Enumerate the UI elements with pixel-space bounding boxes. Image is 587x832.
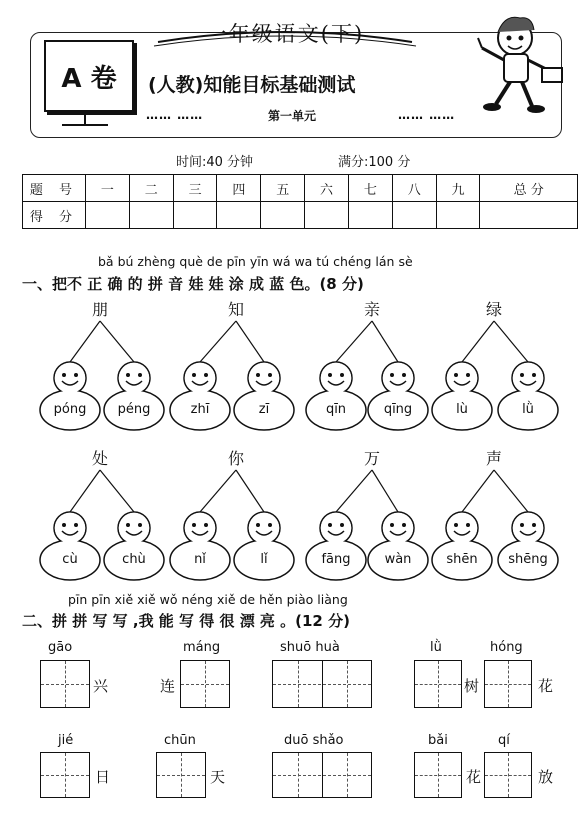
pinyin-shuohua: shuō huà: [280, 640, 340, 655]
writing-box[interactable]: [414, 752, 462, 798]
dots-right: …… ……: [398, 108, 456, 122]
writing-box[interactable]: [180, 660, 230, 708]
connector-line: [100, 470, 134, 512]
pinyin-duoshao: duō shǎo: [284, 733, 344, 748]
pinyin-doll[interactable]: [496, 360, 560, 432]
pinyin-doll[interactable]: [232, 510, 296, 582]
target-character: 处: [92, 449, 109, 468]
column-1: 一: [86, 175, 130, 202]
writing-box[interactable]: [484, 660, 532, 708]
connector-line: [372, 470, 398, 512]
full-score: 满分:100 分: [338, 155, 411, 170]
pinyin-hong: hóng: [490, 640, 523, 655]
row-head-number: 题 号: [23, 175, 86, 202]
char-shu: 树: [464, 677, 480, 695]
q1-pinyin: bǎ bú zhèng què de pīn yīn wá wa tú chéng lán sè: [98, 254, 413, 269]
doll-pinyin-label: shēn: [446, 552, 478, 567]
pinyin-doll[interactable]: [168, 510, 232, 582]
connector-line: [70, 321, 100, 362]
doll-pinyin-label: lǜ: [522, 402, 534, 417]
connector-line: [462, 470, 494, 512]
q2-title: 二、拼 拼 写 写 ,我 能 写 得 很 漂 亮 。(12 分): [22, 612, 350, 630]
target-character: 声: [486, 449, 503, 468]
doll-pinyin-label: shēng: [508, 552, 548, 567]
connector-line: [236, 321, 264, 362]
target-character: 朋: [92, 300, 109, 319]
doll-pinyin-label: zhī: [190, 402, 210, 417]
target-character: 亲: [364, 300, 381, 319]
pinyin-chun: chūn: [164, 733, 196, 748]
q2-pinyin: pīn pīn xiě xiě wǒ néng xiě de hěn piào liàng: [68, 592, 348, 607]
writing-box[interactable]: [156, 752, 206, 798]
connector-line: [200, 321, 236, 362]
row-head-score: 得 分: [23, 202, 86, 229]
q1-title: 一、把不 正 确 的 拼 音 娃 娃 涂 成 蓝 色。(8 分): [22, 275, 364, 293]
doll-pinyin-label: chù: [122, 552, 146, 567]
char-hua: 花: [538, 677, 554, 695]
char-fang: 放: [538, 768, 554, 786]
pinyin-doll[interactable]: [430, 360, 494, 432]
unit-label: 第一单元: [268, 109, 317, 123]
time-limit: 时间:40 分钟: [176, 155, 254, 170]
column-8: 八: [392, 175, 436, 202]
char-lian: 连: [160, 677, 176, 695]
pinyin-jie: jié: [58, 733, 74, 748]
target-character: 万: [364, 449, 381, 468]
column-7: 七: [348, 175, 392, 202]
page-subtitle: (人教)知能目标基础测试: [148, 74, 356, 96]
doll-pinyin-label: zī: [258, 402, 270, 417]
connector-line: [236, 470, 264, 512]
writing-box[interactable]: [40, 752, 90, 798]
writing-box[interactable]: [414, 660, 462, 708]
connector-line: [70, 470, 100, 512]
char-xing: 兴: [93, 677, 109, 695]
column-total: 总 分: [480, 175, 578, 202]
pinyin-doll[interactable]: [168, 360, 232, 432]
writing-box-double[interactable]: [272, 752, 372, 798]
doll-pinyin-label: fāng: [321, 552, 351, 567]
connector-line: [494, 470, 528, 512]
pinyin-doll[interactable]: [38, 510, 102, 582]
connector-line: [372, 321, 398, 362]
doll-pinyin-label: póng: [53, 402, 87, 417]
pinyin-doll[interactable]: [102, 360, 166, 432]
pinyin-doll[interactable]: [304, 360, 368, 432]
connector-line: [462, 321, 494, 362]
connector-line: [100, 321, 134, 362]
column-3: 三: [173, 175, 217, 202]
pinyin-doll[interactable]: [232, 360, 296, 432]
char-ri: 日: [95, 768, 111, 786]
pinyin-doll[interactable]: [304, 510, 368, 582]
dots-left: …… ……: [146, 108, 204, 122]
pinyin-mang: máng: [183, 640, 221, 655]
connector-line: [200, 470, 236, 512]
volume-label: A 卷: [61, 63, 117, 94]
pinyin-bai: bǎi: [428, 733, 448, 748]
column-4: 四: [217, 175, 261, 202]
doll-pinyin-label: péng: [117, 402, 151, 417]
pinyin-doll[interactable]: [496, 510, 560, 582]
writing-box[interactable]: [484, 752, 532, 798]
connector-line: [494, 321, 528, 362]
writing-box-double[interactable]: [272, 660, 372, 708]
doll-pinyin-label: wàn: [384, 552, 412, 567]
connector-line: [336, 321, 372, 362]
pinyin-qi: qí: [498, 733, 510, 748]
pinyin-doll[interactable]: [366, 360, 430, 432]
char-hua-2: 花: [466, 768, 482, 786]
doll-pinyin-label: lǐ: [260, 552, 268, 567]
column-9: 九: [436, 175, 480, 202]
pinyin-doll[interactable]: [366, 510, 430, 582]
doll-pinyin-label: nǐ: [194, 552, 206, 567]
doll-pinyin-label: lù: [456, 402, 468, 417]
doll-pinyin-label: qīng: [383, 402, 413, 417]
column-5: 五: [261, 175, 305, 202]
pinyin-lv: lǜ: [430, 640, 442, 655]
target-character: 你: [228, 449, 245, 468]
connector-line: [336, 470, 372, 512]
pinyin-doll[interactable]: [102, 510, 166, 582]
pinyin-gao: gāo: [48, 640, 73, 655]
doll-pinyin-label: cù: [62, 552, 78, 567]
page-title: 一年级语文(下): [205, 22, 365, 46]
target-character: 绿: [486, 300, 503, 319]
column-6: 六: [305, 175, 349, 202]
doll-pinyin-label: qīn: [325, 402, 347, 417]
target-character: 知: [228, 300, 245, 319]
pinyin-doll[interactable]: [38, 360, 102, 432]
pinyin-doll[interactable]: [430, 510, 494, 582]
column-2: 二: [129, 175, 173, 202]
writing-box[interactable]: [40, 660, 90, 708]
char-tian: 天: [210, 768, 226, 786]
